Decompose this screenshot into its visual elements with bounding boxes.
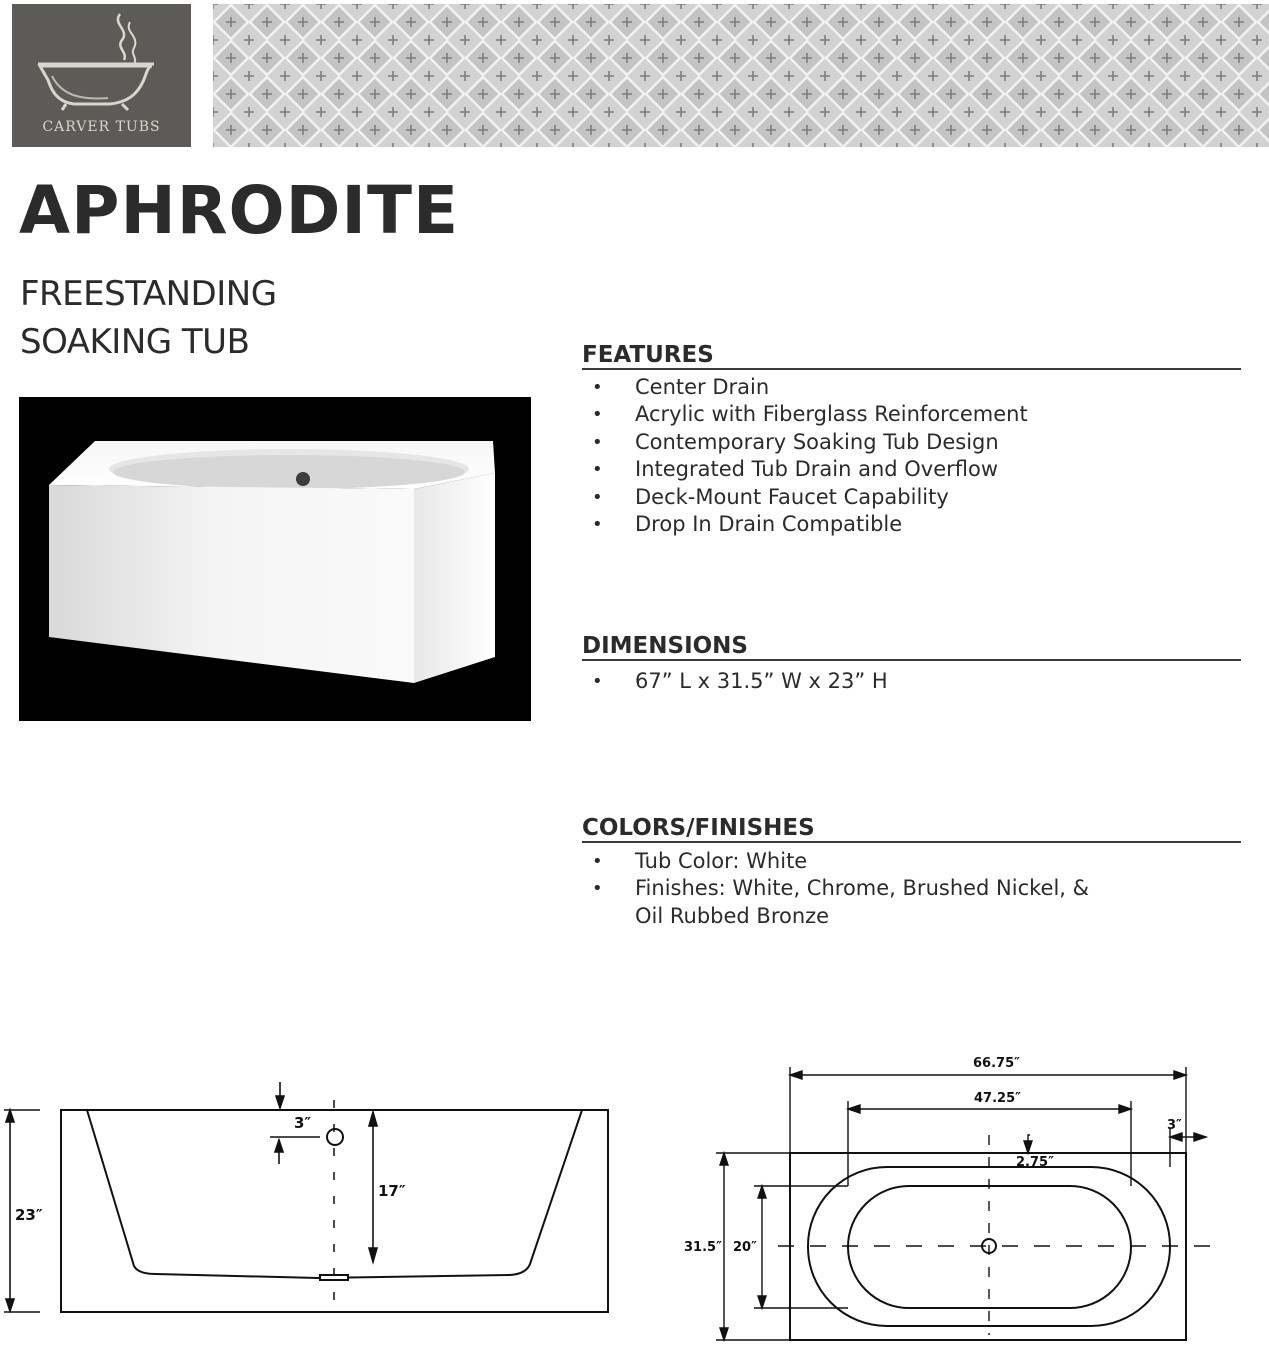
height-dim-label: 23″ (15, 1206, 43, 1224)
list-item-line: Finishes: White, Chrome, Brushed Nickel, & (635, 876, 1090, 901)
overflow-circle (327, 1129, 343, 1145)
list-item: • Integrated Tub Drain and Overflow (590, 456, 1028, 483)
product-title: APHRODITE (19, 172, 460, 249)
list-item: • Contemporary Soaking Tub Design (590, 429, 1028, 456)
list-item (590, 875, 1089, 930)
top-plan-drawing (670, 1045, 1250, 1345)
list-item: • Deck-Mount Faucet Capability (590, 484, 1028, 511)
rim-label: 3″ (1167, 1118, 1182, 1133)
inner-length-label: 47.25″ (974, 1091, 1021, 1106)
list-item: • Tub Color: White (590, 848, 1089, 875)
dimensions-list (590, 668, 888, 695)
product-subtitle (20, 270, 277, 366)
decorative-pattern-banner (213, 4, 1269, 147)
colors-list (590, 848, 1089, 930)
brand-name: CARVER TUBS (42, 119, 161, 135)
subtitle-line-1: FREESTANDING (20, 274, 277, 314)
list-item: • Acrylic with Fiberglass Reinforcement (590, 401, 1028, 428)
tub-outline-box (61, 1110, 608, 1312)
inner-width-label: 20″ (733, 1240, 757, 1255)
depth-dim-label: 17″ (378, 1182, 406, 1200)
overall-length-label: 66.75″ (973, 1056, 1020, 1071)
colors-heading: COLORS/FINISHES (582, 815, 1241, 843)
tub-render-image (19, 397, 531, 721)
offset-label: 2.75″ (1016, 1155, 1054, 1170)
subtitle-line-2: SOAKING TUB (20, 322, 250, 362)
dimensions-heading: DIMENSIONS (582, 633, 1241, 661)
features-list (590, 374, 1028, 538)
list-item-continuation: Oil Rubbed Bronze (635, 903, 830, 928)
list-item: • Drop In Drain Compatible (590, 511, 1028, 538)
overflow-dim-label: 3″ (294, 1114, 312, 1132)
basin-profile (87, 1110, 582, 1278)
features-heading: FEATURES (582, 342, 1241, 370)
width-label: 31.5″ (684, 1240, 722, 1255)
side-elevation-drawing (0, 1070, 620, 1320)
product-photo (19, 397, 531, 721)
brand-logo (12, 4, 191, 147)
list-item: • Center Drain (590, 374, 1028, 401)
list-item: • 67” L x 31.5” W x 23” H (590, 668, 888, 695)
bathtub-logo-icon (12, 4, 191, 114)
